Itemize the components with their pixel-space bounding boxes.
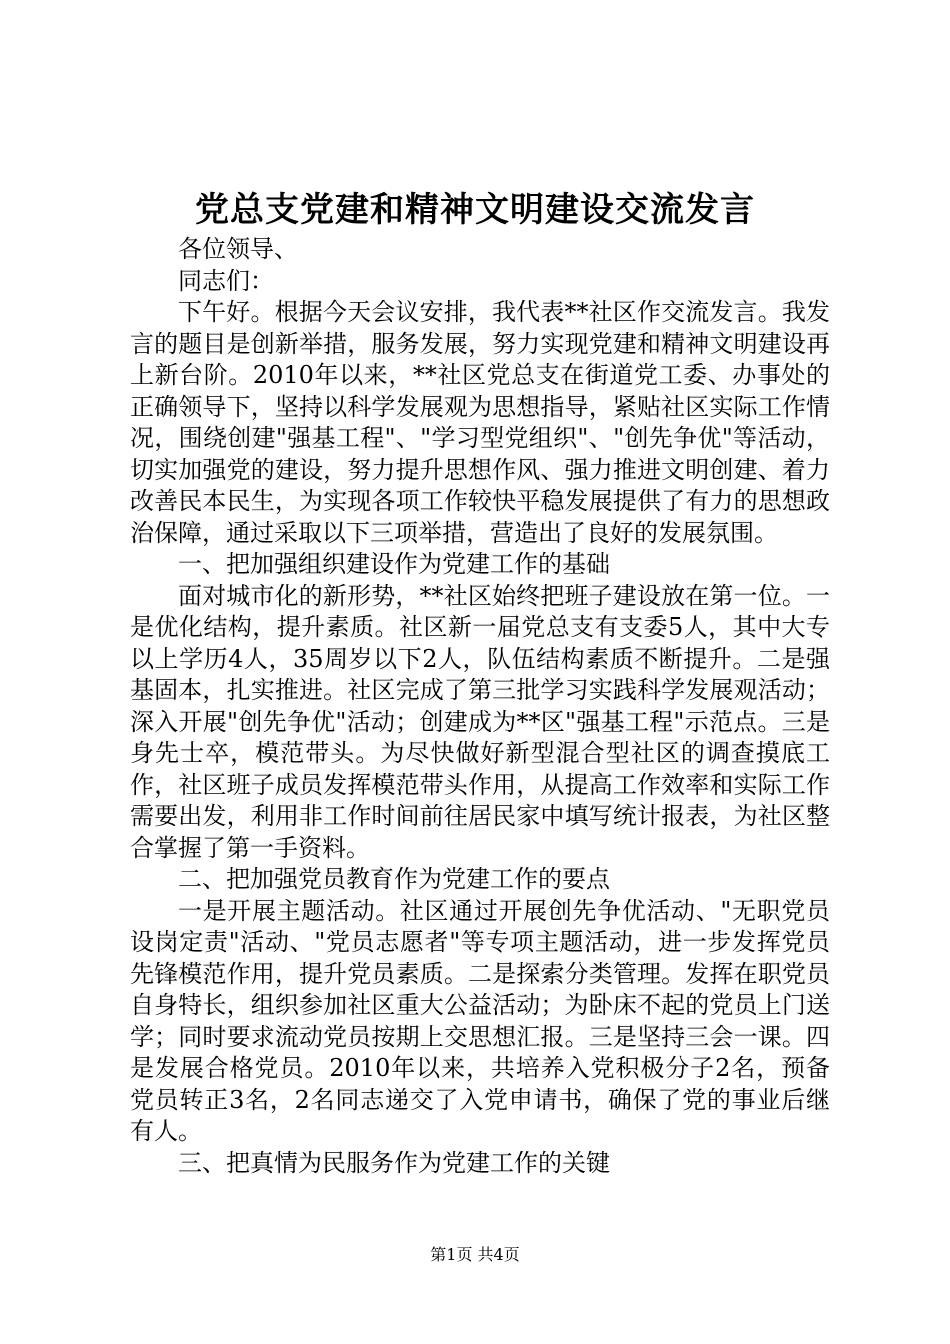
section-paragraph-2: 一是开展主题活动。社区通过开展创先争优活动、"无职党员设岗定责"活动、"党员志愿者"等专项主题活动，进一步发挥党员先锋模范作用，提升党员素质。二是探索分类管理。发挥在职党员自身特长，组织参加社区重大公益活动；为卧床不起的党员上门送学；同时要求流动党员按期上交思想汇报。三是坚持三会一课。四是发展合格党员。2010年以来，共培养入党积极分子2名，预备党员转正3名，2名同志递交了入党申请书，确保了党的事业后继有人。 bbox=[130, 896, 830, 1145]
section-heading-2: 二、把加强党员教育作为党建工作的要点 bbox=[178, 865, 610, 893]
section-paragraph-1: 面对城市化的新形势，**社区始终把班子建设放在第一位。一是优化结构，提升素质。社区新一届党总支有支委5人，其中大专以上学历4人，35周岁以下2人，队伍结构素质不断提升。二是强基固本，扎实推进。社区完成了第三批学习实践科学发展观活动；深入开展"创先争优"活动；创建成为**区"强基工程"示范点。三是身先士卒，模范带头。为尽快做好新型混合型社区的调查摸底工作，社区班子成员发挥模范带头作用，从提高工作效率和实际工作需要出发，利用非工作时间前往居民家中填写统计报表，为社区整合掌握了第一手资料。 bbox=[130, 581, 830, 862]
intro-paragraph: 下午好。根据今天会议安排，我代表**社区作交流发言。我发言的题目是创新举措，服务发展，努力实现党建和精神文明建设再上新台阶。2010年以来，**社区党总支在街道党工委、办事处的正确领导下，坚持以科学发展观为思想指导，紧贴社区实际工作情况，围绕创建"强基工程"、"学习型党组织"、"创先争优"等活动，切实加强党的建设，努力提升思想作风、强力推进文明创建、着力改善民本民生，为实现各项工作较快平稳发展提供了有力的思想政治保障，通过采取以下三项举措，营造出了良好的发展氛围。 bbox=[130, 298, 830, 547]
section-heading-1: 一、把加强组织建设作为党建工作的基础 bbox=[178, 550, 610, 578]
salutation-leaders: 各位领导、 bbox=[178, 235, 298, 263]
document-title: 党总支党建和精神文明建设交流发言 bbox=[195, 190, 755, 230]
page-number-footer: 第1页 共4页 bbox=[430, 1245, 520, 1264]
salutation-comrades: 同志们： bbox=[178, 266, 274, 295]
document-body bbox=[130, 234, 830, 1179]
section-heading-3: 三、把真情为民服务作为党建工作的关键 bbox=[178, 1148, 610, 1177]
